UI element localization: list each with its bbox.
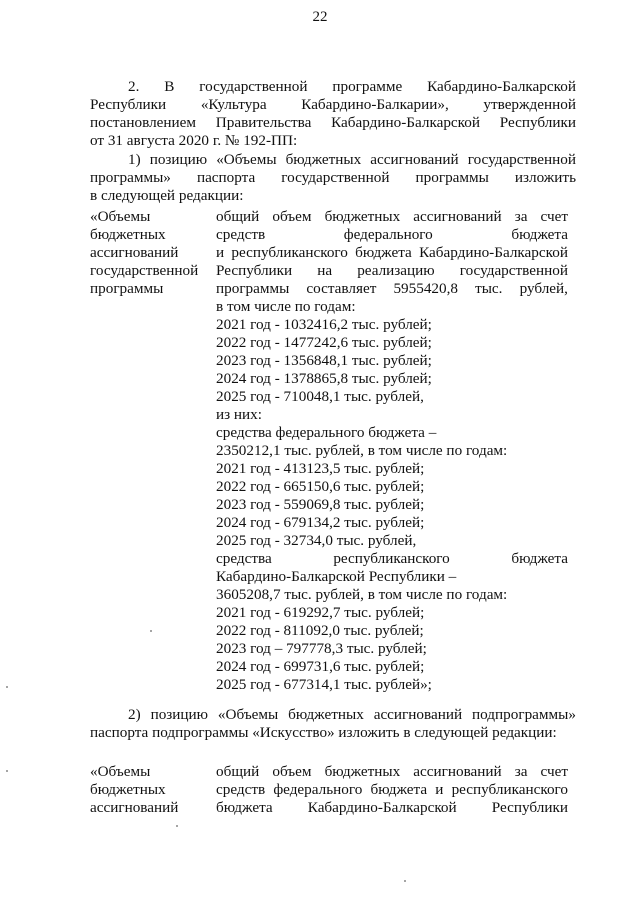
item-1-line-2: программы» паспорта государственной программы изложить [90,169,576,186]
scan-speck [176,825,178,827]
table-1-right-line: 2024 год - 699731,6 тыс. рублей; [216,658,425,675]
table-1-right-line: 3605208,7 тыс. рублей, в том числе по годам: [216,586,508,603]
table-1-right-line: средства федерального бюджета – [216,424,437,441]
table-1-right-line: 2021 год - 413123,5 тыс. рублей; [216,460,425,477]
table-2-left-line: бюджетных [90,781,166,798]
table-1-right-line: 2023 год – 797778,3 тыс. рублей; [216,640,427,657]
scan-speck [404,880,406,882]
table-1-left-line: «Объемы [90,208,151,225]
table-1-right-line: 2023 год - 559069,8 тыс. рублей; [216,496,425,513]
item-2-line-2: паспорта подпрограммы «Искусство» изложить в следующей редакции: [90,724,557,741]
page-number: 22 [312,9,328,25]
table-2-right-line: общий объем бюджетных ассигнований за счет [216,763,568,780]
item-2-line-1: 2) позицию «Объемы бюджетных ассигнований подпрограммы» [128,706,576,723]
table-1-right-line: средства республиканского бюджета [216,550,568,567]
table-1-left-line: бюджетных [90,226,166,243]
paragraph-2-line-3: постановлением Правительства Кабардино-Балкарской Республики [90,114,576,131]
table-2-left-line: ассигнований [90,799,179,816]
table-2-right-line: средств федерального бюджета и республиканского [216,781,568,798]
table-1-right-line: Республики на реализацию государственной [216,262,568,279]
paragraph-2-line-1: 2. В государственной программе Кабардино-Балкарской [128,78,576,95]
table-1-right-line: 2024 год - 679134,2 тыс. рублей; [216,514,425,531]
table-2-right-line: бюджета Кабардино-Балкарской Республики [216,799,568,816]
table-1-right-line: из них: [216,406,262,423]
table-1-right-line: 2024 год - 1378865,8 тыс. рублей; [216,370,432,387]
table-1-right-line: 2350212,1 тыс. рублей, в том числе по годам: [216,442,508,459]
table-1-right-line: 2025 год - 677314,1 тыс. рублей»; [216,676,432,693]
scan-speck [6,770,8,772]
table-1-right-line: 2022 год - 811092,0 тыс. рублей; [216,622,424,639]
table-1-right-line: программы составляет 5955420,8 тыс. рублей, [216,280,568,297]
item-1-line-1: 1) позицию «Объемы бюджетных ассигнований государственной [128,151,576,168]
paragraph-2-line-4: от 31 августа 2020 г. № 192-ПП: [90,132,298,149]
table-1-right-line: 2022 год - 665150,6 тыс. рублей; [216,478,425,495]
table-1-right-line: Кабардино-Балкарской Республики – [216,568,457,585]
table-1-right-line: средств федерального бюджета [216,226,568,243]
table-1-right-line: в том числе по годам: [216,298,356,315]
table-1-right-line: общий объем бюджетных ассигнований за счет [216,208,568,225]
table-1-left-line: программы [90,280,164,297]
table-1-right-line: 2022 год - 1477242,6 тыс. рублей; [216,334,432,351]
table-1-right-line: 2025 год - 32734,0 тыс. рублей, [216,532,417,549]
table-1-right-line: и республиканского бюджета Кабардино-Балкарской [216,244,568,261]
table-1-right-line: 2025 год - 710048,1 тыс. рублей, [216,388,424,405]
item-1-line-3: в следующей редакции: [90,187,244,204]
table-2-left-line: «Объемы [90,763,151,780]
scan-speck [150,630,152,632]
table-1-left-line: ассигнований [90,244,179,261]
table-1-right-line: 2021 год - 1032416,2 тыс. рублей; [216,316,432,333]
table-1-right-line: 2021 год - 619292,7 тыс. рублей; [216,604,425,621]
paragraph-2-line-2: Республики «Культура Кабардино-Балкарии», утвержденной [90,96,576,113]
table-1-right-line: 2023 год - 1356848,1 тыс. рублей; [216,352,432,369]
table-1-left-line: государственной [90,262,199,279]
scan-speck [6,686,8,688]
